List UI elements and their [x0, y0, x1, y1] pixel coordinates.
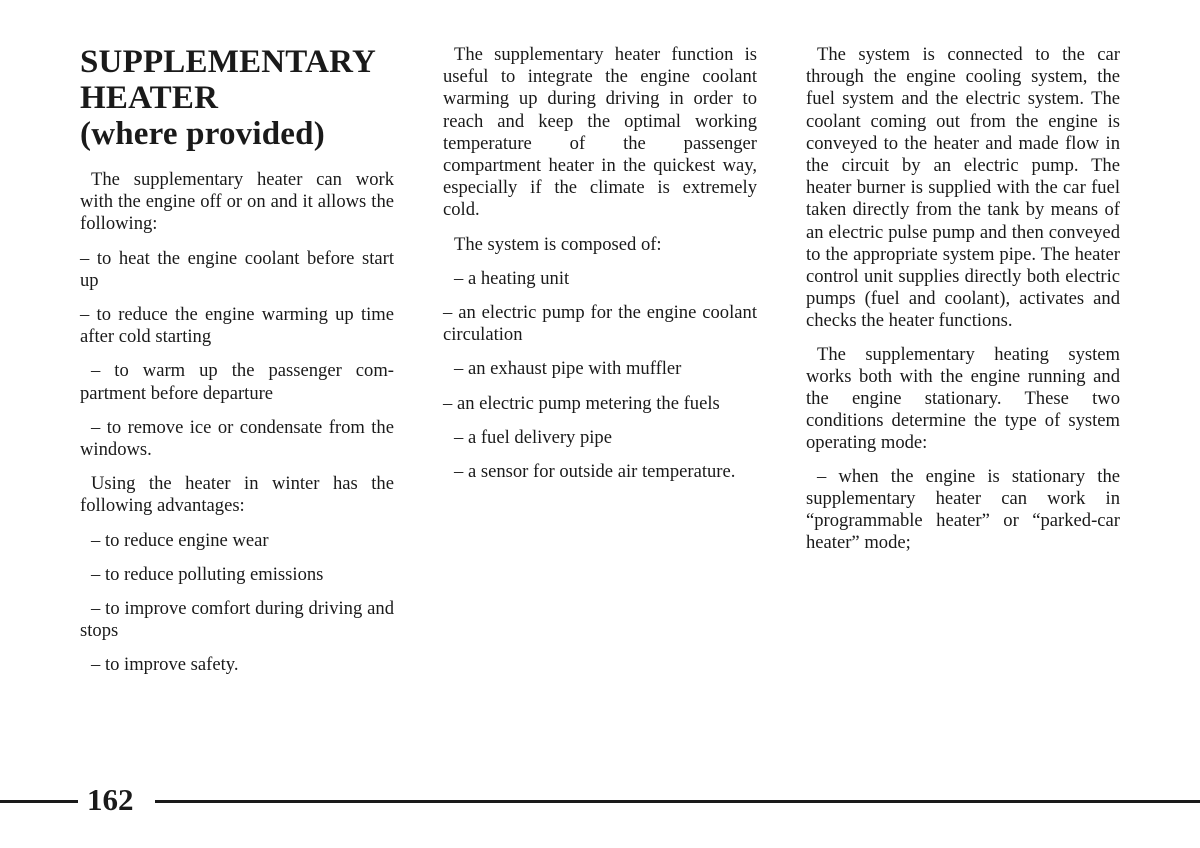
column-3 — [806, 44, 1120, 565]
list-item: – to remove ice or condensate from the windows. — [80, 416, 394, 461]
list-item: – to improve safety. — [91, 654, 239, 676]
column-2 — [443, 44, 757, 495]
list-item: – to heat the engine coolant before start up — [80, 247, 394, 291]
list-item: – to warm up the passenger compartment before departure — [80, 360, 394, 404]
list-item: – to improve comfort during driving and stops — [80, 598, 394, 642]
footer-rule-right — [155, 800, 1200, 803]
list-item: – to reduce engine wear — [91, 529, 269, 551]
intro-paragraph: The supplementary heater can work with the engine off or on and it allows the following: — [80, 169, 394, 235]
list-item: – a fuel delivery pipe — [454, 426, 612, 448]
title-line: SUPPLEMENTARY — [80, 44, 377, 80]
list-item: – when the engine is stationary the supplementary heater can work in “programmable heater” or “parked-car heater” mode; — [806, 465, 1120, 554]
operating-mode-paragraph: The supplementary heating system works both with the engine running and the engine stationary. These two conditions determine the type of system operating mode: — [806, 343, 1120, 454]
list-item: – to reduce polluting emissions — [91, 563, 324, 585]
list-item: – an electric pump metering the fuels — [443, 392, 720, 414]
list-item: – an exhaust pipe with muffler — [454, 358, 682, 380]
function-paragraph: The supplementary heater function is useful to integrate the engine coolant warming up during driving in order to reach and keep the optimal working temperature of the passenger compartment heater in the quickest way, especially if the climate is extremely cold. — [443, 44, 757, 221]
list-item: – to reduce the engine warming up time after cold starting — [80, 304, 394, 348]
title-line: (where provided) — [80, 116, 325, 152]
composition-paragraph: The system is composed of: — [454, 233, 662, 255]
list-item: – a heating unit — [454, 267, 570, 289]
advantages-paragraph: Using the heater in winter has the following advantages: — [80, 473, 394, 517]
list-item: – an electric pump for the engine coolant circulation — [443, 302, 757, 346]
column-1 — [80, 44, 394, 689]
page-number: 162 — [87, 782, 134, 817]
list-item: – a sensor for outside air temperature. — [454, 461, 736, 483]
title-line: HEATER — [80, 80, 219, 116]
page-footer — [0, 783, 1200, 817]
footer-rule-left — [0, 800, 78, 803]
page-title — [80, 44, 394, 152]
connection-paragraph: The system is connected to the car through the engine cooling system, the fuel system and the electric system. The coolant coming out from the engine is conveyed to the heater and made flow in the circuit by an electric pump. The heater burner is supplied with the car fuel taken directly from the tank by means of an electric pulse pump and then conveyed to the appropriate system pipe. The heater control unit supplies directly both electric pumps (fuel and coolant), activates and checks the heater functions. — [806, 44, 1120, 332]
